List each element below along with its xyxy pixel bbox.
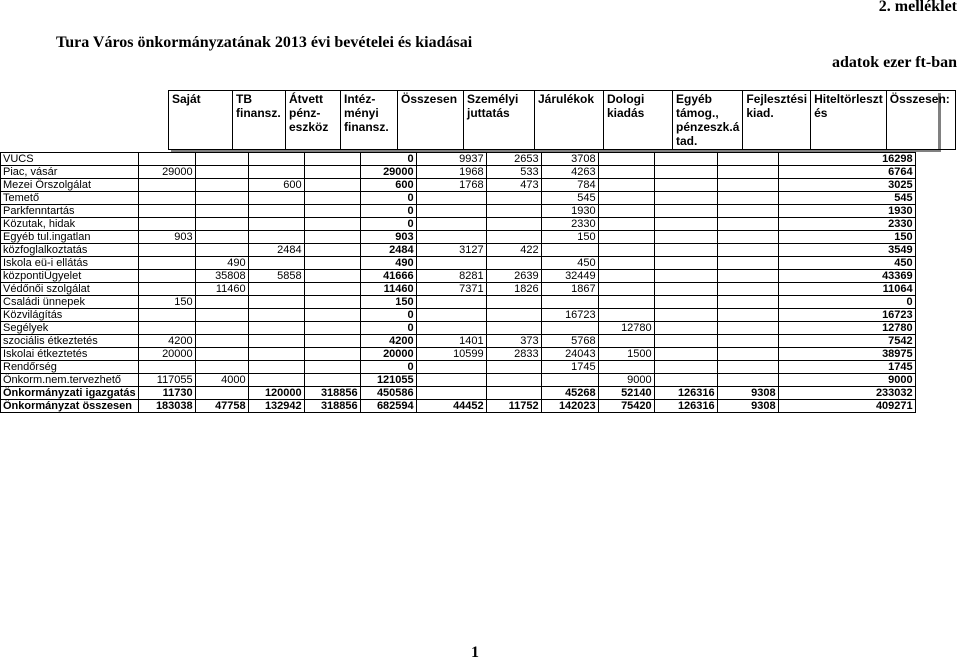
- budget-table: [0, 152, 916, 413]
- table-cell: [248, 322, 304, 335]
- table-cell: [195, 296, 248, 309]
- table-cell: [195, 244, 248, 257]
- table-cell: 1768: [416, 179, 486, 192]
- table-cell: [248, 218, 304, 231]
- table-cell: [717, 270, 778, 283]
- table-cell: [304, 348, 360, 361]
- table-row: [1, 179, 916, 192]
- table-cell: [416, 374, 486, 387]
- table-cell: [598, 179, 654, 192]
- table-cell: 490: [195, 257, 248, 270]
- table-cell: 10599: [416, 348, 486, 361]
- table-cell: [717, 335, 778, 348]
- table-row: [1, 296, 916, 309]
- table-cell: 2330: [541, 218, 598, 231]
- table-cell: [138, 283, 195, 296]
- table-cell: [304, 153, 360, 166]
- table-cell: 450: [541, 257, 598, 270]
- table-cell: 44452: [416, 400, 486, 413]
- table-cell: [195, 205, 248, 218]
- column-header-table: [168, 90, 956, 150]
- row-total-cell: 233032: [778, 387, 915, 400]
- table-cell: [304, 218, 360, 231]
- table-cell: [598, 153, 654, 166]
- row-total-cell: 11064: [778, 283, 915, 296]
- table-row: [1, 400, 916, 413]
- table-cell: 2484: [360, 244, 416, 257]
- table-cell: 1930: [541, 205, 598, 218]
- row-label: Rendőrség: [1, 361, 139, 374]
- table-cell: [486, 309, 541, 322]
- table-cell: [304, 296, 360, 309]
- table-cell: [248, 283, 304, 296]
- table-cell: [654, 218, 717, 231]
- table-cell: [248, 296, 304, 309]
- table-cell: 1401: [416, 335, 486, 348]
- table-cell: [416, 218, 486, 231]
- table-cell: [654, 374, 717, 387]
- table-cell: 784: [541, 179, 598, 192]
- row-total-cell: 12780: [778, 322, 915, 335]
- table-cell: 9000: [598, 374, 654, 387]
- header-cell: Járulékok: [535, 91, 604, 150]
- table-cell: [416, 231, 486, 244]
- table-cell: 450586: [360, 387, 416, 400]
- table-cell: 1745: [541, 361, 598, 374]
- table-cell: 0: [360, 192, 416, 205]
- table-row: [1, 387, 916, 400]
- table-cell: [717, 322, 778, 335]
- table-cell: 117055: [138, 374, 195, 387]
- row-total-cell: 2330: [778, 218, 915, 231]
- table-cell: [486, 322, 541, 335]
- row-total-cell: 150: [778, 231, 915, 244]
- table-cell: [304, 335, 360, 348]
- table-cell: 12780: [598, 322, 654, 335]
- table-cell: 0: [360, 153, 416, 166]
- table-cell: [304, 192, 360, 205]
- row-total-cell: 43369: [778, 270, 915, 283]
- table-cell: [138, 322, 195, 335]
- table-cell: 11460: [360, 283, 416, 296]
- table-cell: [486, 231, 541, 244]
- table-cell: [304, 270, 360, 283]
- table-cell: [717, 179, 778, 192]
- table-row: [1, 322, 916, 335]
- table-cell: 4200: [360, 335, 416, 348]
- table-cell: 3708: [541, 153, 598, 166]
- table-row: [1, 166, 916, 179]
- table-cell: 1500: [598, 348, 654, 361]
- table-cell: [598, 296, 654, 309]
- table-cell: 126316: [654, 400, 717, 413]
- row-label: Közvilágítás: [1, 309, 139, 322]
- table-cell: 32449: [541, 270, 598, 283]
- table-cell: [195, 361, 248, 374]
- table-cell: [654, 361, 717, 374]
- table-cell: 4000: [195, 374, 248, 387]
- row-label: Közutak, hidak: [1, 218, 139, 231]
- table-cell: [598, 231, 654, 244]
- table-cell: [654, 296, 717, 309]
- table-cell: [717, 153, 778, 166]
- table-cell: 20000: [360, 348, 416, 361]
- table-cell: 121055: [360, 374, 416, 387]
- table-cell: 150: [138, 296, 195, 309]
- table-cell: 0: [360, 322, 416, 335]
- table-cell: [654, 231, 717, 244]
- table-cell: [138, 218, 195, 231]
- table-cell: [654, 348, 717, 361]
- table-cell: [486, 296, 541, 309]
- table-cell: [195, 166, 248, 179]
- table-row: [1, 205, 916, 218]
- table-cell: 0: [360, 218, 416, 231]
- header-cell: Fejlesztési kiad.: [743, 91, 811, 150]
- table-row: [1, 361, 916, 374]
- table-cell: [195, 387, 248, 400]
- table-cell: 533: [486, 166, 541, 179]
- table-cell: [248, 166, 304, 179]
- row-label: szociális étkeztetés: [1, 335, 139, 348]
- table-cell: [304, 205, 360, 218]
- row-total-cell: 1930: [778, 205, 915, 218]
- table-cell: [195, 218, 248, 231]
- table-cell: 52140: [598, 387, 654, 400]
- header-cell: Hiteltörleszt és: [811, 91, 887, 150]
- table-cell: [717, 257, 778, 270]
- table-cell: [416, 387, 486, 400]
- row-label: Családi ünnepek: [1, 296, 139, 309]
- table-cell: [654, 335, 717, 348]
- table-cell: [486, 205, 541, 218]
- row-total-cell: 38975: [778, 348, 915, 361]
- table-row: [1, 283, 916, 296]
- annex-label: 2. melléklet: [878, 0, 957, 15]
- table-cell: [195, 179, 248, 192]
- table-cell: [248, 205, 304, 218]
- table-cell: [195, 231, 248, 244]
- table-cell: [138, 361, 195, 374]
- table-cell: 903: [360, 231, 416, 244]
- table-cell: [486, 192, 541, 205]
- row-total-cell: 0: [778, 296, 915, 309]
- table-cell: 35808: [195, 270, 248, 283]
- table-cell: [304, 179, 360, 192]
- table-cell: [598, 192, 654, 205]
- table-cell: [717, 283, 778, 296]
- row-label: közfoglalkoztatás: [1, 244, 139, 257]
- table-cell: 4200: [138, 335, 195, 348]
- table-cell: [248, 192, 304, 205]
- table-cell: [654, 153, 717, 166]
- table-cell: 20000: [138, 348, 195, 361]
- table-cell: 29000: [360, 166, 416, 179]
- table-cell: [138, 192, 195, 205]
- table-cell: [138, 309, 195, 322]
- table-cell: 2639: [486, 270, 541, 283]
- table-cell: [717, 361, 778, 374]
- row-total-cell: 409271: [778, 400, 915, 413]
- table-cell: 8281: [416, 270, 486, 283]
- table-cell: [138, 205, 195, 218]
- table-cell: [416, 257, 486, 270]
- table-cell: 75420: [598, 400, 654, 413]
- row-total-cell: 9000: [778, 374, 915, 387]
- table-cell: [598, 166, 654, 179]
- table-cell: 318856: [304, 400, 360, 413]
- table-cell: 0: [360, 205, 416, 218]
- row-label: VUCS: [1, 153, 139, 166]
- table-cell: [248, 348, 304, 361]
- table-cell: [248, 153, 304, 166]
- table-cell: 150: [541, 231, 598, 244]
- page-title: Tura Város önkormányzatának 2013 évi bevételei és kiadásai: [56, 34, 473, 51]
- table-cell: 132942: [248, 400, 304, 413]
- table-cell: [654, 192, 717, 205]
- table-cell: [541, 244, 598, 257]
- table-cell: 9937: [416, 153, 486, 166]
- table-cell: 41666: [360, 270, 416, 283]
- table-cell: [248, 257, 304, 270]
- header-cell: Intéz-ményi finansz.: [341, 91, 398, 150]
- table-cell: [138, 270, 195, 283]
- table-cell: [598, 244, 654, 257]
- table-cell: [717, 244, 778, 257]
- table-cell: [248, 361, 304, 374]
- table-cell: [416, 361, 486, 374]
- table-cell: 2833: [486, 348, 541, 361]
- table-cell: [654, 283, 717, 296]
- table-row: [1, 374, 916, 387]
- row-label: Önkorm.nem.tervezhető: [1, 374, 139, 387]
- table-cell: [138, 179, 195, 192]
- row-total-cell: 6764: [778, 166, 915, 179]
- table-cell: [717, 374, 778, 387]
- header-cell: Személyi juttatás: [464, 91, 535, 150]
- table-cell: [304, 283, 360, 296]
- table-cell: [486, 218, 541, 231]
- table-cell: [486, 361, 541, 374]
- row-label: központiÜgyelet: [1, 270, 139, 283]
- header-cell: Összesen:: [886, 91, 955, 150]
- row-label: Önkormányzati igazgatás: [1, 387, 139, 400]
- table-cell: [195, 348, 248, 361]
- table-cell: [304, 231, 360, 244]
- table-cell: 126316: [654, 387, 717, 400]
- table-cell: [541, 374, 598, 387]
- header-cell: Átvett pénz-eszköz: [286, 91, 341, 150]
- table-cell: [304, 322, 360, 335]
- table-cell: [598, 283, 654, 296]
- table-cell: [654, 244, 717, 257]
- row-label: Segélyek: [1, 322, 139, 335]
- table-cell: [598, 270, 654, 283]
- table-cell: [195, 192, 248, 205]
- table-cell: [654, 179, 717, 192]
- table-cell: 490: [360, 257, 416, 270]
- table-cell: 47758: [195, 400, 248, 413]
- table-cell: [541, 296, 598, 309]
- header-cell: Saját: [169, 91, 233, 150]
- table-cell: [195, 309, 248, 322]
- table-cell: [248, 335, 304, 348]
- table-cell: [486, 257, 541, 270]
- table-cell: [654, 270, 717, 283]
- table-cell: [654, 257, 717, 270]
- table-cell: 473: [486, 179, 541, 192]
- table-cell: 3127: [416, 244, 486, 257]
- table-cell: 1968: [416, 166, 486, 179]
- table-row: [1, 153, 916, 166]
- table-cell: [195, 322, 248, 335]
- table-cell: [304, 166, 360, 179]
- row-total-cell: 450: [778, 257, 915, 270]
- table-cell: 142023: [541, 400, 598, 413]
- table-cell: [304, 309, 360, 322]
- table-cell: 11730: [138, 387, 195, 400]
- table-cell: [304, 374, 360, 387]
- table-cell: 682594: [360, 400, 416, 413]
- header-cell: Egyéb támog., pénzeszk.á tad.: [673, 91, 743, 150]
- table-cell: 903: [138, 231, 195, 244]
- row-label: Védőnői szolgálat: [1, 283, 139, 296]
- row-label: Mezei Őrszolgálat: [1, 179, 139, 192]
- row-total-cell: 1745: [778, 361, 915, 374]
- table-cell: [304, 244, 360, 257]
- table-cell: 9308: [717, 387, 778, 400]
- table-cell: 45268: [541, 387, 598, 400]
- table-cell: 2484: [248, 244, 304, 257]
- row-total-cell: 3549: [778, 244, 915, 257]
- table-cell: 150: [360, 296, 416, 309]
- table-cell: 600: [248, 179, 304, 192]
- table-cell: 600: [360, 179, 416, 192]
- table-cell: [654, 322, 717, 335]
- table-cell: [717, 231, 778, 244]
- table-cell: [416, 205, 486, 218]
- row-total-cell: 3025: [778, 179, 915, 192]
- table-cell: [717, 296, 778, 309]
- header-cell: Dologi kiadás: [604, 91, 673, 150]
- table-cell: 373: [486, 335, 541, 348]
- table-cell: [138, 244, 195, 257]
- table-cell: 24043: [541, 348, 598, 361]
- table-cell: [598, 205, 654, 218]
- header-cell: Összesen: [398, 91, 464, 150]
- table-body: [1, 153, 916, 413]
- table-cell: [598, 257, 654, 270]
- table-cell: [248, 231, 304, 244]
- table-row: [1, 335, 916, 348]
- unit-note: adatok ezer ft-ban: [831, 54, 957, 71]
- table-row: [1, 218, 916, 231]
- table-cell: 5858: [248, 270, 304, 283]
- table-cell: 422: [486, 244, 541, 257]
- table-cell: 545: [541, 192, 598, 205]
- table-cell: [598, 309, 654, 322]
- table-cell: [598, 218, 654, 231]
- table-cell: 120000: [248, 387, 304, 400]
- table-cell: [654, 205, 717, 218]
- table-cell: [486, 374, 541, 387]
- table-row: [1, 231, 916, 244]
- table-cell: [717, 205, 778, 218]
- table-cell: 4263: [541, 166, 598, 179]
- table-cell: [598, 361, 654, 374]
- row-total-cell: 16298: [778, 153, 915, 166]
- table-cell: [717, 192, 778, 205]
- table-cell: [416, 296, 486, 309]
- table-cell: [416, 192, 486, 205]
- table-cell: [416, 322, 486, 335]
- table-cell: 11460: [195, 283, 248, 296]
- table-cell: [138, 257, 195, 270]
- table-cell: [248, 374, 304, 387]
- table-row: [1, 192, 916, 205]
- row-label: Parkfenntartás: [1, 205, 139, 218]
- table-cell: 9308: [717, 400, 778, 413]
- table-cell: [304, 257, 360, 270]
- table-cell: [717, 309, 778, 322]
- table-cell: [717, 166, 778, 179]
- table-cell: [138, 153, 195, 166]
- table-cell: [654, 166, 717, 179]
- table-cell: 183038: [138, 400, 195, 413]
- table-cell: [717, 218, 778, 231]
- table-cell: 5768: [541, 335, 598, 348]
- row-label: Önkormányzat összesen: [1, 400, 139, 413]
- table-cell: 0: [360, 309, 416, 322]
- table-cell: [486, 387, 541, 400]
- row-total-cell: 545: [778, 192, 915, 205]
- table-cell: 318856: [304, 387, 360, 400]
- table-row: [1, 309, 916, 322]
- header-cell: TB finansz.: [233, 91, 286, 150]
- row-total-cell: 7542: [778, 335, 915, 348]
- table-row: [1, 257, 916, 270]
- table-row: [1, 244, 916, 257]
- row-label: Iskolai étkeztetés: [1, 348, 139, 361]
- table-row: [1, 270, 916, 283]
- table-cell: 2653: [486, 153, 541, 166]
- row-label: Temető: [1, 192, 139, 205]
- table-cell: [195, 335, 248, 348]
- table-cell: 0: [360, 361, 416, 374]
- table-cell: 7371: [416, 283, 486, 296]
- table-cell: 1826: [486, 283, 541, 296]
- table-cell: [195, 153, 248, 166]
- table-cell: [416, 309, 486, 322]
- table-cell: [541, 322, 598, 335]
- table-cell: 1867: [541, 283, 598, 296]
- table-cell: [654, 309, 717, 322]
- table-cell: [304, 361, 360, 374]
- table-cell: 11752: [486, 400, 541, 413]
- row-label: Iskola eü-i ellátás: [1, 257, 139, 270]
- table-cell: 16723: [541, 309, 598, 322]
- table-row: [1, 348, 916, 361]
- table-cell: [248, 309, 304, 322]
- row-label: Piac, vásár: [1, 166, 139, 179]
- page-number: 1: [471, 644, 479, 661]
- row-label: Egyéb tul.ingatlan: [1, 231, 139, 244]
- table-cell: [717, 348, 778, 361]
- table-cell: 29000: [138, 166, 195, 179]
- table-cell: [598, 335, 654, 348]
- row-total-cell: 16723: [778, 309, 915, 322]
